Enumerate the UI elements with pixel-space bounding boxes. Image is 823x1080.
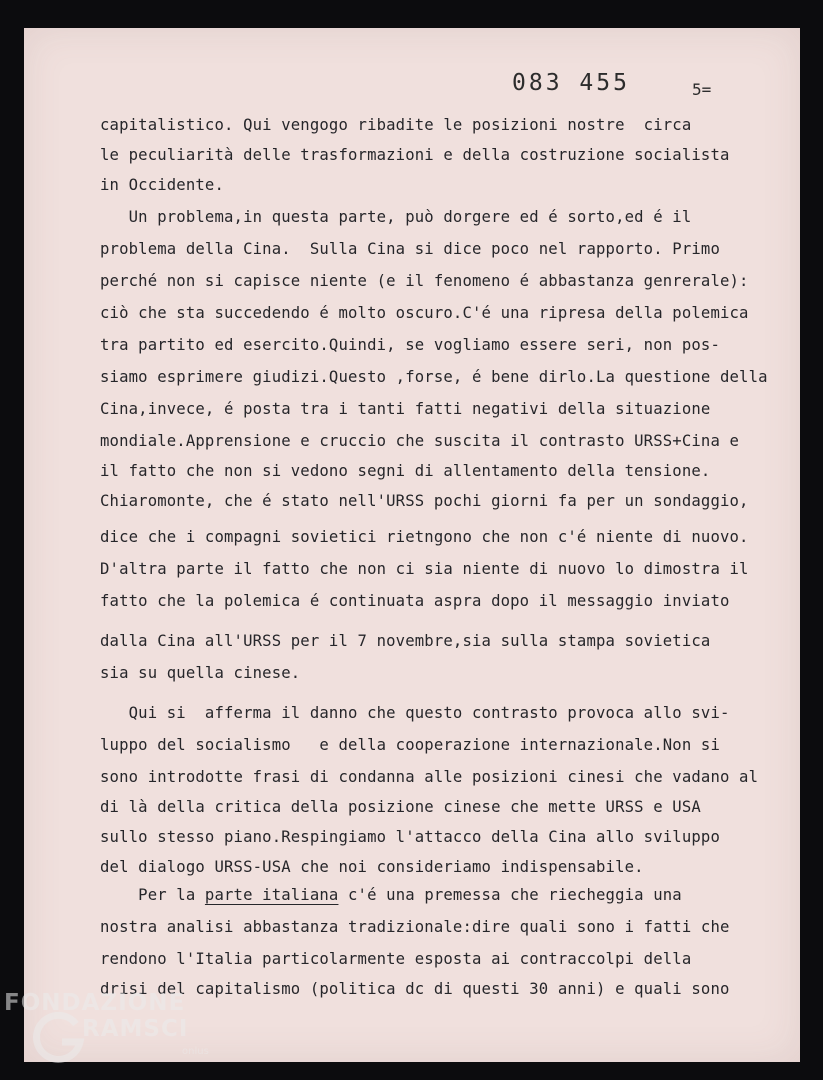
watermark-text-2: RAMSCI bbox=[82, 1016, 189, 1042]
text-line bbox=[100, 664, 300, 682]
line-text: in Occidente. bbox=[100, 176, 224, 194]
text-line bbox=[100, 828, 720, 846]
line-text: il fatto che non si vedono segni di allentamento della tensione. bbox=[100, 462, 711, 480]
text-line bbox=[100, 336, 720, 354]
text-line bbox=[100, 146, 730, 164]
line-text: Un problema,in questa parte, può dorgere ed é sorto,ed é il bbox=[100, 208, 692, 226]
text-line bbox=[100, 632, 710, 650]
text-line bbox=[100, 592, 730, 610]
watermark-logo bbox=[4, 990, 214, 1070]
line-text: Cina,invece, é posta tra i tanti fatti negativi della situazione bbox=[100, 400, 711, 418]
line-text: sullo stesso piano.Respingiamo l'attacco della Cina allo sviluppo bbox=[100, 828, 720, 846]
line-text: siamo esprimere giudizi.Questo ,forse, é bene dirlo.La questione della bbox=[100, 368, 768, 386]
watermark-text: FONDAZIONE bbox=[4, 990, 186, 1016]
text-line bbox=[100, 736, 720, 754]
line-text: mondiale.Apprensione e cruccio che suscita il contrasto URSS+Cina e bbox=[100, 432, 740, 450]
watermark-g-icon bbox=[32, 1010, 88, 1066]
text-line bbox=[100, 768, 758, 786]
line-text: Qui si afferma il danno che questo contrasto provoca allo svi- bbox=[100, 704, 730, 722]
text-line bbox=[100, 432, 739, 450]
line-text: tra partito ed esercito.Quindi, se vogliamo essere seri, non pos- bbox=[100, 336, 720, 354]
text-line bbox=[100, 272, 749, 290]
line-text: Chiaromonte, che é stato nell'URSS pochi giorni fa per un sondaggio, bbox=[100, 492, 749, 510]
text-line bbox=[100, 240, 720, 258]
line-text: luppo del socialismo e della cooperazione internazionale.Non si bbox=[100, 736, 720, 754]
line-text: nostra analisi abbastanza tradizionale:dire quali sono i fatti che bbox=[100, 918, 730, 936]
text-line bbox=[100, 304, 749, 322]
text-line bbox=[100, 368, 768, 386]
line-text: ciò che sta succedendo é molto oscuro.C'é una ripresa della polemica bbox=[100, 304, 749, 322]
line-text: drisi del capitalismo (politica dc di questi 30 anni) e quali sono bbox=[100, 980, 730, 998]
line-text: del dialogo URSS-USA che noi consideriamo indispensabile. bbox=[100, 858, 644, 876]
underlined-phrase: parte italiana bbox=[204, 886, 339, 904]
text-line bbox=[100, 492, 749, 510]
line-text: c'é una premessa che riecheggia una bbox=[338, 886, 682, 904]
line-text: capitalistico. Qui vengogo ribadite le posizioni nostre circa bbox=[100, 116, 692, 134]
text-line bbox=[100, 176, 224, 194]
line-text: rendono l'Italia particolarmente esposta ai contraccolpi della bbox=[100, 950, 692, 968]
text-line bbox=[100, 950, 691, 968]
text-line bbox=[100, 208, 691, 226]
line-text: di là della critica della posizione cinese che mette URSS e USA bbox=[100, 798, 701, 816]
text-line bbox=[100, 462, 710, 480]
line-text: perché non si capisce niente (e il fenomeno é abbastanza genrerale): bbox=[100, 272, 749, 290]
archive-reference-number: 083 455 bbox=[512, 70, 630, 96]
line-text: dalla Cina all'URSS per il 7 novembre,sia sulla stampa sovietica bbox=[100, 632, 711, 650]
line-text: D'altra parte il fatto che non ci sia niente di nuovo lo dimostra il bbox=[100, 560, 749, 578]
text-line bbox=[100, 858, 644, 876]
line-text: le peculiarità delle trasformazioni e della costruzione socialista bbox=[100, 146, 730, 164]
text-line bbox=[100, 528, 749, 546]
text-line bbox=[100, 918, 730, 936]
line-text: Per la bbox=[100, 886, 205, 904]
line-text: problema della Cina. Sulla Cina si dice poco nel rapporto. Primo bbox=[100, 240, 720, 258]
line-text: fatto che la polemica é continuata aspra dopo il messaggio inviato bbox=[100, 592, 730, 610]
watermark-suffix: onlus bbox=[182, 1046, 209, 1057]
text-line bbox=[100, 886, 682, 904]
line-text: dice che i compagni sovietici rietngono che non c'é niente di nuovo. bbox=[100, 528, 749, 546]
text-line bbox=[100, 560, 749, 578]
text-line bbox=[100, 116, 691, 134]
page-number: 5= bbox=[692, 80, 712, 99]
text-line bbox=[100, 400, 710, 418]
text-line bbox=[100, 798, 701, 816]
text-line bbox=[100, 704, 730, 722]
line-text: sia su quella cinese. bbox=[100, 664, 301, 682]
line-text: sono introdotte frasi di condanna alle posizioni cinesi che vadano al bbox=[100, 768, 759, 786]
